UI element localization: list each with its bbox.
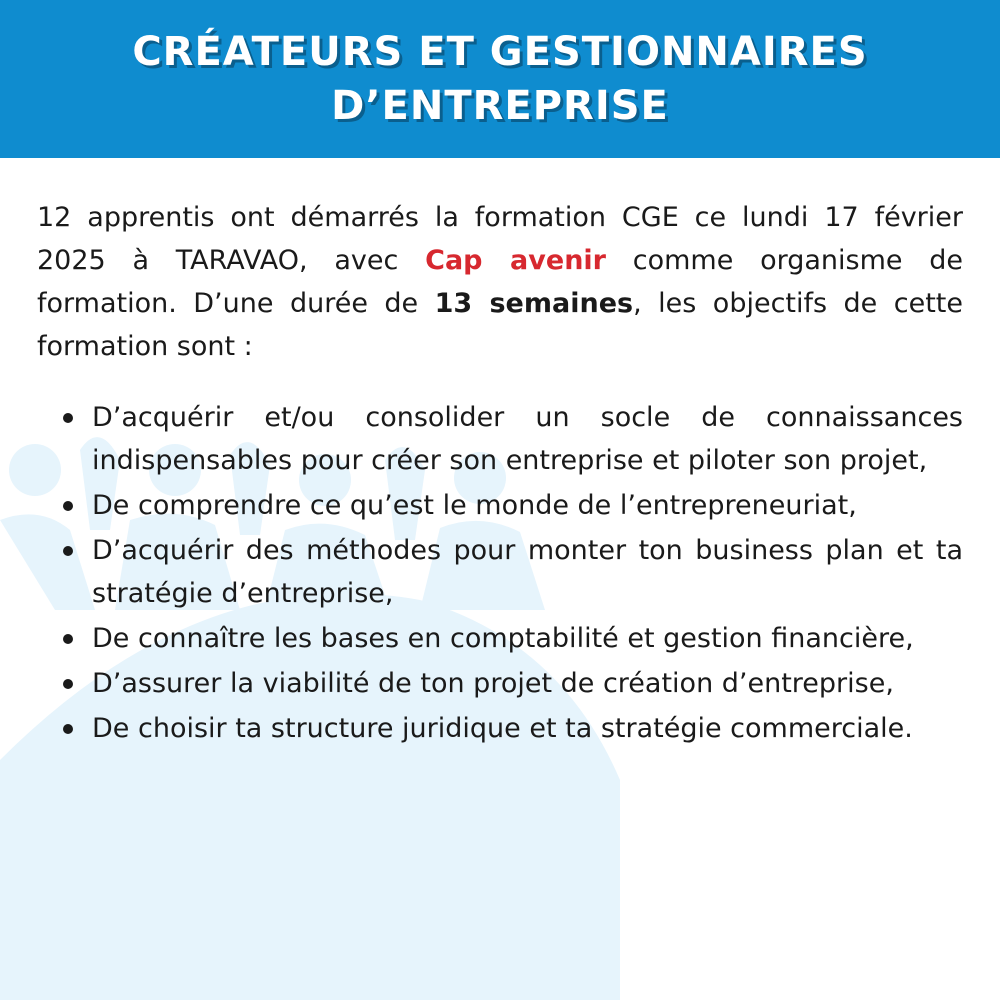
list-item <box>37 617 963 660</box>
objective-text: De comprendre ce qu’est le monde de l’entrepreneuriat, <box>92 490 857 521</box>
bullet-icon <box>63 634 73 644</box>
bullet-icon <box>63 501 73 511</box>
title-line-2: D’ENTREPRISE <box>331 83 669 129</box>
bullet-icon <box>63 724 73 734</box>
list-item <box>37 396 963 482</box>
intro-text-1: 12 apprentis ont démarrés la formation CGE ce lundi 17 février 2025 à TARAVAO, avec <box>37 202 963 276</box>
intro-text-2: comme organisme de formation. D’une durée de <box>37 245 964 319</box>
duration-highlight: 13 semaines <box>434 288 634 319</box>
list-item <box>37 484 963 527</box>
objective-text: D’acquérir des méthodes pour monter ton business plan et ta stratégie d’entreprise, <box>92 535 963 609</box>
objectives-list <box>37 396 963 750</box>
bullet-icon <box>63 413 73 423</box>
objective-text: De connaître les bases en comptabilité et gestion financière, <box>92 623 914 654</box>
objective-text: D’acquérir et/ou consolider un socle de connaissances indispensables pour créer son entreprise et piloter son projet, <box>92 402 963 476</box>
title-line-1: CRÉATEURS ET GESTIONNAIRES <box>132 29 868 75</box>
article-body <box>37 196 963 752</box>
intro-paragraph <box>37 196 963 368</box>
bullet-icon <box>63 679 73 689</box>
header-banner <box>0 0 1000 158</box>
list-item <box>37 662 963 705</box>
bullet-icon <box>63 546 73 556</box>
organization-name: Cap avenir <box>425 245 606 276</box>
list-item <box>37 529 963 615</box>
objective-text: D’assurer la viabilité de ton projet de création d’entreprise, <box>92 668 894 699</box>
objective-text: De choisir ta structure juridique et ta stratégie commerciale. <box>92 713 913 744</box>
intro-text-3: , les objectifs de cette formation sont : <box>37 288 964 362</box>
list-item <box>37 707 963 750</box>
